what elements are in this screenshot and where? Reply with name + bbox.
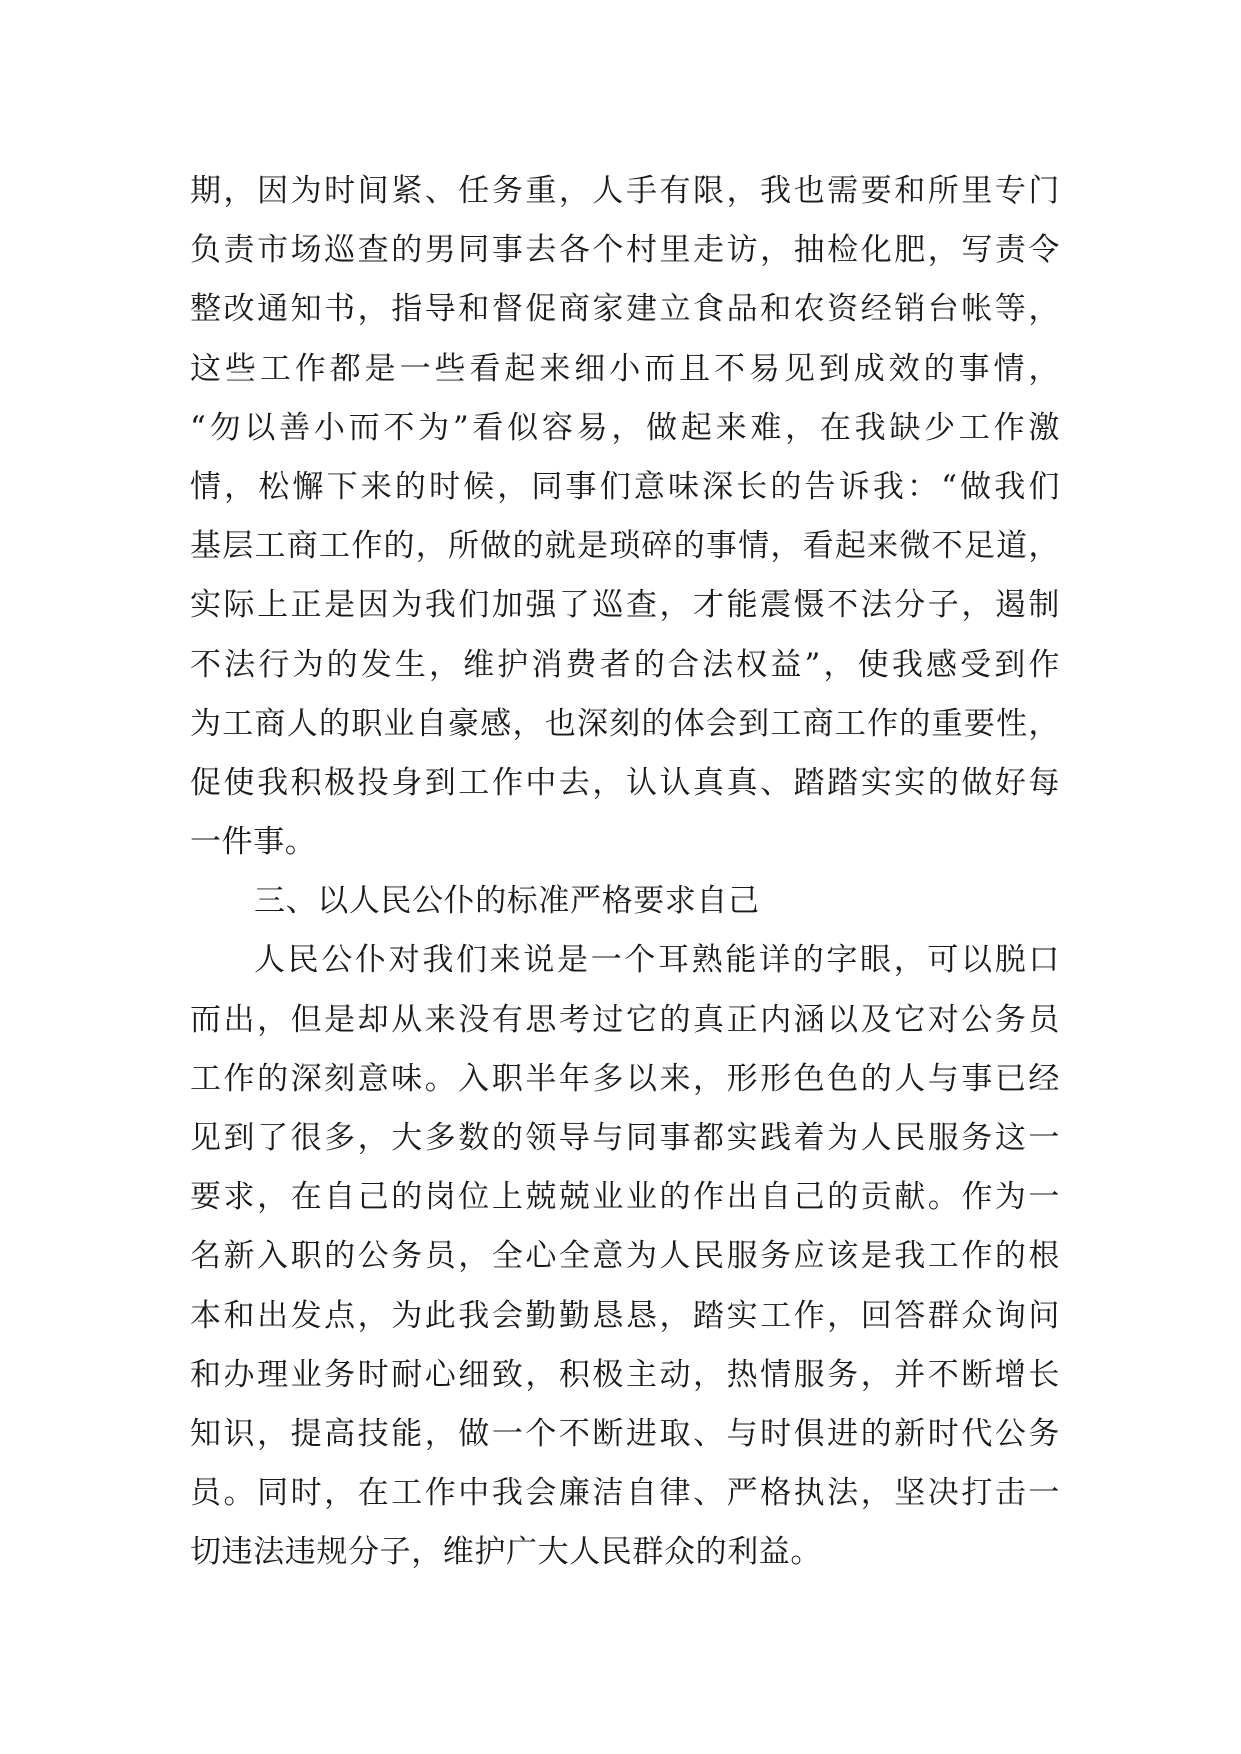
paragraph-continued xyxy=(190,162,1060,872)
text-line: 名新入职的公务员，全心全意为人民服务应该是我工作的根 xyxy=(190,1238,1060,1275)
text-line: 情，松懈下来的时候，同事们意味深长的告诉我：“做我们 xyxy=(190,468,1060,505)
text-line: 人民公仆对我们来说是一个耳熟能详的字眼，可以脱口 xyxy=(254,942,1060,979)
text-line: 和办理业务时耐心细致，积极主动，热情服务，并不断增长 xyxy=(190,1356,1060,1393)
text-line: 基层工商工作的，所做的就是琐碎的事情，看起来微不足道， xyxy=(190,528,1060,565)
text-line: 不法行为的发生，维护消费者的合法权益”，使我感受到作 xyxy=(190,646,1060,683)
text-line: 为工商人的职业自豪感，也深刻的体会到工商工作的重要性， xyxy=(190,705,1060,742)
text-line: 见到了很多，大多数的领导与同事都实践着为人民服务这一 xyxy=(190,1120,1060,1156)
text-line: 负责市场巡查的男同事去各个村里走访，抽检化肥，写责令 xyxy=(190,232,1060,269)
text-line: 一件事。 xyxy=(190,824,317,861)
text-line: 而出，但是却从来没有思考过它的真正内涵以及它对公务员 xyxy=(190,1001,1060,1038)
text-line: 切违法违规分子，维护广大人民群众的利益。 xyxy=(190,1534,822,1571)
text-line: 要求，在自己的岗位上兢兢业业的作出自己的贡献。作为一 xyxy=(190,1179,1060,1216)
paragraph-section-3 xyxy=(190,931,1060,1582)
text-line: 这些工作都是一些看起来细小而且不易见到成效的事情， xyxy=(190,350,1060,387)
section-heading: 三、以人民公仆的标准严格要求自己 xyxy=(254,883,760,920)
text-line: 期，因为时间紧、任务重，人手有限，我也需要和所里专门 xyxy=(190,173,1060,209)
text-line: 实际上正是因为我们加强了巡查，才能震慑不法分子，遏制 xyxy=(190,587,1060,624)
text-line: “勿以善小而不为”看似容易，做起来难，在我缺少工作激 xyxy=(190,409,1060,446)
text-line: 本和出发点，为此我会勤勤恳恳，踏实工作，回答群众询问 xyxy=(190,1297,1060,1334)
text-line: 工作的深刻意味。入职半年多以来，形形色色的人与事已经 xyxy=(190,1060,1060,1097)
document-body xyxy=(190,162,1060,1583)
text-line: 整改通知书，指导和督促商家建立食品和农资经销台帐等， xyxy=(190,291,1060,328)
text-line: 知识，提高技能，做一个不断进取、与时俱进的新时代公务 xyxy=(190,1415,1060,1452)
text-line: 促使我积极投身到工作中去，认认真真、踏踏实实的做好每 xyxy=(190,764,1060,801)
text-line: 员。同时，在工作中我会廉洁自律、严格执法，坚决打击一 xyxy=(190,1475,1060,1512)
